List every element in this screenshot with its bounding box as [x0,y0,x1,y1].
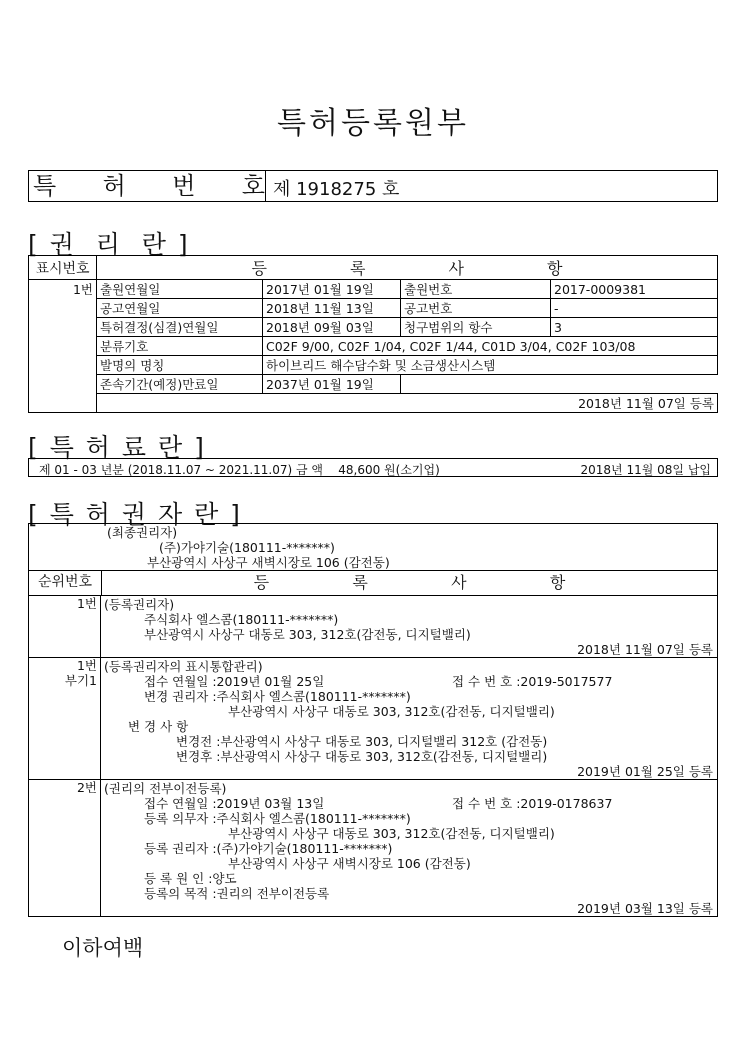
entry-line-text: 접수 연월일 :2019년 01월 25일 [144,674,325,689]
entry-line [104,781,713,796]
entry-line [104,674,713,689]
receipt-number: 접 수 번 호 :2019-5017577 [452,674,613,689]
header-registration [102,570,717,595]
final-owner-address: 부산광역시 사상구 새벽시장로 106 (감전동) [147,555,390,570]
entry-line [104,886,713,901]
rights-heading: [ 권 리 란 ] [28,230,190,259]
entry-line-text: 등록 의무자 :주식회사 엘스콤(180111-*******) [144,811,411,826]
document-title: 특허등록원부 [277,106,469,141]
row-label: 공고연월일 [97,299,263,318]
entry-line-text: 변경 권리자 :주식회사 엘스콤(180111-*******) [144,689,411,704]
fee-line: 제 01 - 03 년분 (2018.11.07 ~ 2021.11.07) 금 액 48,600 원(소기업) [39,463,440,477]
entry-line-text: 등록의 목적 :권리의 전부이전등록 [144,886,330,901]
header-char: 사 [451,573,467,592]
entry-body [101,658,717,779]
final-owner-box [28,523,718,571]
row-value: 2037년 01월 19일 [263,375,401,394]
entry-line-text: 변경전 :부산광역시 사상구 대동로 303, 디지털밸리 312호 (감전동) [176,734,548,749]
row-label: 특허결정(심결)연월일 [97,318,263,337]
end-of-document-text: 이하여백 [62,936,144,960]
header-char: 사 [448,259,464,278]
entry-no: 1번 [29,280,97,413]
entry-line [104,704,713,719]
entry-line [104,597,713,612]
entry-line-text: 등록 권리자 :(주)가야기술(180111-*******) [144,841,393,856]
entry-line-text: 변 경 사 항 [128,719,189,734]
header-rank-no: 순위번호 [29,570,102,595]
row-label: 출원번호 [401,280,551,299]
header-char: 항 [549,573,566,592]
row-label: 출원연월일 [97,280,263,299]
entry-line-text: (권리의 전부이전등록) [104,781,227,796]
entry-rank-no [29,596,101,657]
owner-heading: [ 특 허 권 자 란 ] [28,500,242,529]
entry-rank-text: 2번 [76,780,97,795]
entry-line-text: (등록권리자) [104,597,175,612]
row-label: 공고번호 [401,299,551,318]
header-char: 항 [547,259,563,278]
row-value: - [551,299,718,318]
patent-number-box [28,170,718,202]
row-value: 2017년 01월 19일 [263,280,401,299]
entry-line [104,719,713,734]
entry-line [104,749,713,764]
entry-line [104,627,713,642]
patent-number-label [33,173,265,199]
entry-line-text: 부산광역시 사상구 대동로 303, 312호(감전동, 디지털밸리) [228,826,555,841]
entry-line-text: 부산광역시 사상구 대동로 303, 312호(감전동, 디지털밸리) [144,627,471,642]
label-char: 특 [33,172,57,200]
entry-registration-date: 2019년 03월 13일 등록 [577,901,713,916]
entry-line [104,796,713,811]
entry-line [104,659,713,674]
row-value: C02F 9/00, C02F 1/04, C02F 1/44, C01D 3/04, C02F 103/08 [263,337,718,356]
row-label: 발명의 명칭 [97,356,263,375]
owner-registration-table [28,570,718,917]
owner-entry [29,596,717,658]
entry-rank-no [29,780,101,916]
row-value: 2017-0009381 [551,280,718,299]
entry-line-text: 주식회사 엘스콤(180111-*******) [144,612,339,627]
blank-cell [401,375,718,394]
header-char: 록 [350,259,366,278]
entry-line-text: 변경후 :부산광역시 사상구 대동로 303, 312호(감전동, 디지털밸리) [176,749,548,764]
fee-heading: [ 특 허 료 란 ] [28,433,206,462]
rights-table [28,255,718,413]
entry-line [104,856,713,871]
entry-line-text: 부산광역시 사상구 대동로 303, 312호(감전동, 디지털밸리) [228,704,555,719]
row-value: 2018년 11월 13일 [263,299,401,318]
entry-line [104,871,713,886]
label-char: 호 [241,172,265,200]
entry-registration-date: 2019년 01월 25일 등록 [577,764,713,779]
entry-line [104,734,713,749]
header-display-no: 표시번호 [29,256,97,280]
entry-body [101,596,717,657]
label-char: 번 [172,172,196,200]
divider [265,171,266,201]
label-char: 허 [102,172,126,200]
entry-line [104,612,713,627]
entry-line [104,689,713,704]
entry-registration-date: 2018년 11월 07일 등록 [577,642,713,657]
final-owner-name: (주)가야기술(180111-*******) [159,540,335,555]
header-char: 등 [253,573,270,592]
fee-paid: 2018년 11월 08일 납입 [580,463,711,477]
receipt-number: 접 수 번 호 :2019-0178637 [452,796,613,811]
entry-line-text: 등 록 원 인 :양도 [144,871,237,886]
header-char: 록 [352,573,368,592]
final-owner-label: (최종권리자) [107,525,178,540]
entry-line [104,811,713,826]
row-label: 존속기간(예정)만료일 [97,375,263,394]
header-char: 등 [251,259,267,278]
row-value: 2018년 09월 03일 [263,318,401,337]
entry-body [101,780,717,916]
row-label: 청구범위의 항수 [401,318,551,337]
header-registration [97,256,718,280]
registration-date: 2018년 11월 07일 등록 [97,394,718,413]
entry-line [104,841,713,856]
row-value: 하이브리드 해수담수화 및 소금생산시스템 [263,356,718,375]
entry-rank-no [29,658,101,779]
fee-box [28,458,718,477]
owner-entry [29,658,717,780]
entry-line-text: (등록권리자의 표시통합관리) [104,659,263,674]
row-value: 3 [551,318,718,337]
entry-line-text: 부산광역시 사상구 새벽시장로 106 (감전동) [228,856,471,871]
entry-rank-text: 1번 [76,596,97,611]
owner-entry [29,780,717,916]
owner-table-header [29,570,717,596]
row-label: 분류기호 [97,337,263,356]
entry-line [104,826,713,841]
entry-rank-text: 부기1 [64,673,97,688]
entry-line-text: 접수 연월일 :2019년 03월 13일 [144,796,325,811]
entry-rank-text: 1번 [76,658,97,673]
patent-number-value: 제 1918275 호 [273,179,400,200]
